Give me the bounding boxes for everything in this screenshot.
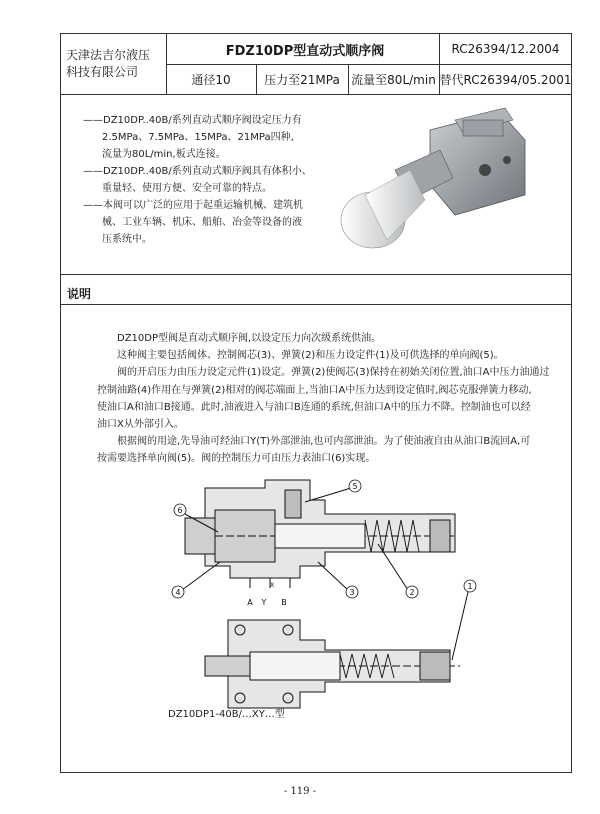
company-line-1: 天津法吉尔液压 [66,48,151,62]
feature-line: 压系统中。 [102,234,152,245]
callout-4: 4 [175,588,181,597]
valve-product-photo [335,100,535,260]
feature-line: 重量轻、使用方便、安全可靠的特点。 [102,183,272,194]
description-line: 油口X从外部引入。 [97,419,184,431]
feature-line: ——本阀可以广泛的应用于起重运输机械、建筑机 [83,200,303,211]
description-line: 阀的开启压力由压力设定元件(1)设定。弹簧(2)使阀芯(3)保持在初始关闭位置,油口A中压力油通过 [117,367,550,379]
document-code: RC26394/12.2004 [451,42,560,56]
figure-caption: DZ10DP1-40B/…XY…型 [168,709,285,720]
valve-section-drawing [100,470,480,710]
feature-line: 械、工业车辆、机床、船舶、冶金等设备的液 [102,217,302,228]
description-line: 根据阀的用途,先导油可经油口Y(T)外部泄油,也可内部泄油。为了使油液自由从油口B流回A,可 [117,436,531,448]
feature-list [83,112,323,248]
company-line-2: 科技有限公司 [66,65,139,79]
page-number: - 119 - [283,786,317,797]
port-label-b: B [281,598,287,607]
document-title: FDZ10DP型直动式顺序阀 [225,43,385,59]
description-line: 这种阀主要包括阀体、控制阀芯(3)、弹簧(2)和压力设定件(1)及可供选择的单向阀(5)。 [117,350,504,362]
description-line: 按需要选择单向阀(5)。阀的控制压力可由压力表油口(6)实现。 [97,453,376,465]
spec-nominal-size: 通径10 [191,72,231,87]
header-rule-bottom [61,94,571,95]
section-rule-top [61,274,571,275]
spec-flow: 流量至80L/min [351,72,436,87]
company-name [66,34,166,94]
description-text [97,330,552,468]
callout-1: 1 [467,582,473,591]
port-label-a: A [247,598,253,607]
feature-line: 流量为80L/min,板式连接。 [102,149,226,160]
section-title: 说明 [67,287,92,301]
callout-5: 5 [352,482,358,491]
port-label-x: X [269,582,275,589]
description-line: 控制油路(4)作用在与弹簧(2)相对的阀芯端面上,当油口A中压力达到设定值时,阀芯克服弹簧力移动, [97,384,532,396]
description-line: 使油口A和油口B接通。此时,油液进入与油口B连通的系统,但油口A中的压力不降。控制油也可以经 [97,401,531,413]
feature-line: ——DZ10DP..40B/系列直动式顺序阀具有体积小、 [83,166,312,177]
section-rule-bottom [61,304,571,305]
port-label-y: Y [261,598,267,607]
callout-6: 6 [177,506,183,515]
spec-pressure: 压力至21MPa [264,72,340,87]
callout-3: 3 [349,588,355,597]
spec-replaces: 替代RC26394/05.2001 [439,72,572,87]
callout-2: 2 [409,588,415,597]
description-line: DZ10DP型阀是直动式顺序阀,以设定压力向次级系统供油。 [117,333,382,344]
feature-line: ——DZ10DP..40B/系列直动式顺序阀设定压力有 [83,115,302,126]
feature-line: 2.5MPa、7.5MPa、15MPa、21MPa四种, [102,132,294,143]
